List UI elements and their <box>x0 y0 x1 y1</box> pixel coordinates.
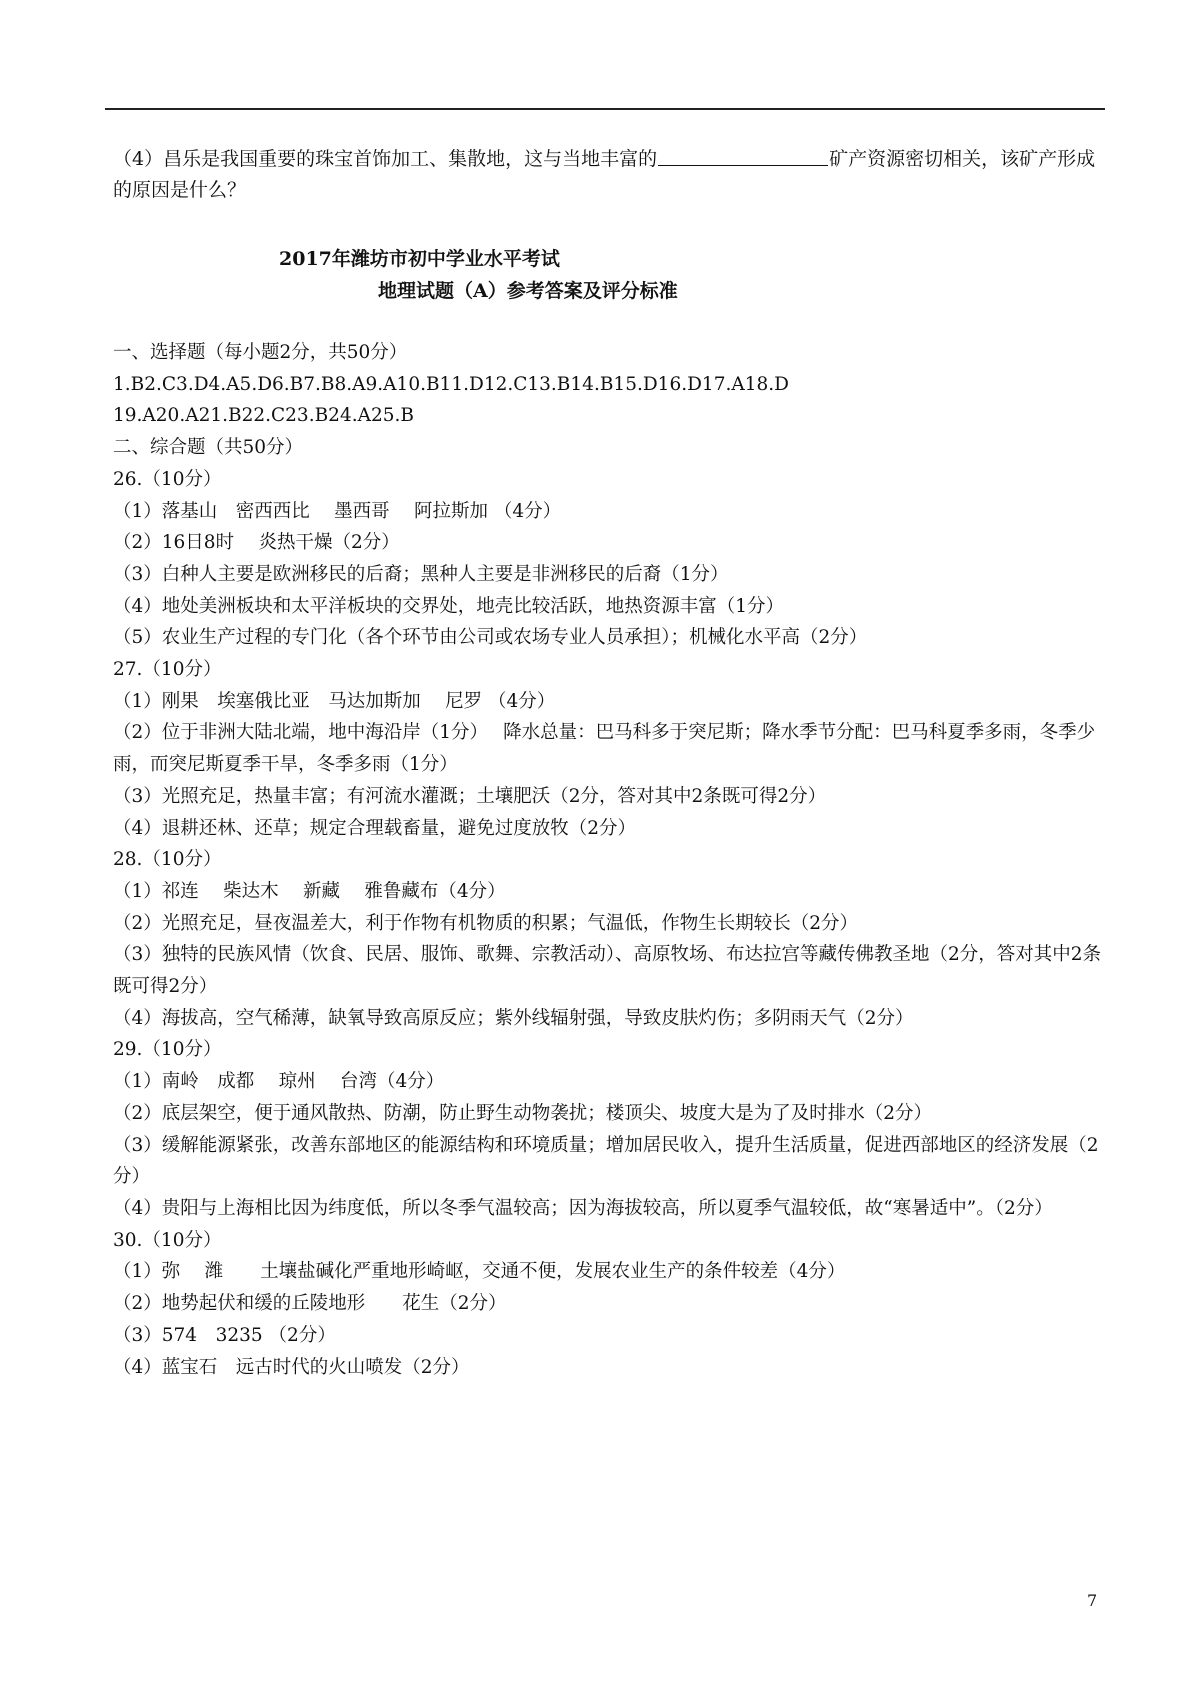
q30-answer-4: （4）蓝宝石 远古时代的火山喷发（2分） <box>113 1356 470 1378</box>
section-2-heading: 二、综合题（共50分） <box>113 437 304 459</box>
q28-heading: 28.（10分） <box>113 849 222 871</box>
q27-answer-4: （4）退耕还林、还草；规定合理载畜量，避免过度放牧（2分） <box>113 817 637 839</box>
section-1-heading: 一、选择题（每小题2分，共50分） <box>113 342 408 363</box>
q27-answer-3: （3）光照充足，热量丰富；有河流水灌溉；土壤肥沃（2分，答对其中2条既可得2分） <box>113 785 827 807</box>
q27-answer-2: （2）位于非洲大陆北端，地中海沿岸（1分） 降水总量：巴马科多于突尼斯；降水季节分配：巴马科夏季多雨，冬季少雨，而突尼斯夏季干旱，冬季多雨（1分） <box>113 722 1096 776</box>
page-number: 7 <box>1087 1591 1098 1610</box>
q28-answer-3: （3）独特的民族风情（饮食、民居、服饰、歌舞、宗教活动）、高原牧场、布达拉宫等藏传佛教圣地（2分，答对其中2条既可得2分） <box>113 944 1102 998</box>
q28-answer-4: （4）海拔高，空气稀薄，缺氧导致高原反应；紫外线辐射强，导致皮肤灼伤；多阴雨天气（2分） <box>113 1007 914 1029</box>
q29-answer-3: （3）缓解能源紧张，改善东部地区的能源结构和环境质量；增加居民收入，提升生活质量，促进西部地区的经济发展（2分） <box>113 1134 1099 1188</box>
q28-answer-1: （1）祁连 柴达木 新藏 雅鲁藏布（4分） <box>113 880 506 902</box>
header-rule <box>105 108 1105 110</box>
q29-answer-2: （2）底层架空，便于通风散热、防潮，防止野生动物袭扰；楼顶尖、坡度大是为了及时排水（2分） <box>113 1102 933 1124</box>
question-4 <box>113 144 1105 206</box>
answer-blank <box>658 147 828 166</box>
q28-answer-2: （2）光照充足，昼夜温差大，利于作物有机物质的积累；气温低，作物生长期较长（2分） <box>113 912 859 934</box>
mc-answers-1: 1.B2.C3.D4.A5.D6.B7.B8.A9.A10.B11.D12.C13.B14.B15.D16.D17.A18.D <box>113 373 789 395</box>
q27-heading: 27.（10分） <box>113 659 222 681</box>
q26-answer-4: （4）地处美洲板块和太平洋板块的交界处，地壳比较活跃，地热资源丰富（1分） <box>113 595 785 617</box>
question-4-text-before: （4）昌乐是我国重要的珠宝首饰加工、集散地，这与当地丰富的 <box>113 148 658 170</box>
q26-answer-3: （3）白种人主要是欧洲移民的后裔；黑种人主要是非洲移民的后裔（1分） <box>113 563 729 585</box>
q29-heading: 29.（10分） <box>113 1039 222 1061</box>
q30-answer-3: （3）574 3235 （2分） <box>113 1324 336 1346</box>
q26-heading: 26.（10分） <box>113 468 222 490</box>
q30-answer-2: （2）地势起伏和缓的丘陵地形 花生（2分） <box>113 1293 507 1315</box>
mc-answers-2: 19.A20.A21.B22.C23.B24.A25.B <box>113 405 414 427</box>
question-4-text-after: 矿产资源密切相关，该矿产形成的原因是什么？ <box>113 148 1096 201</box>
answer-key-title: 地理试题（A）参考答案及评分标准 <box>378 280 678 302</box>
q29-answer-4: （4）贵阳与上海相比因为纬度低，所以冬季气温较高；因为海拔较高，所以夏季气温较低，故“寒暑适中”。（2分） <box>113 1197 1053 1219</box>
q26-answer-2: （2）16日8时 炎热干燥（2分） <box>113 532 400 554</box>
answer-key <box>113 337 1105 1383</box>
q29-answer-1: （1）南岭 成都 琼州 台湾（4分） <box>113 1071 445 1093</box>
q26-answer-5: （5）农业生产过程的专门化（各个环节由公司或农场专业人员承担）；机械化水平高（2分） <box>113 627 868 649</box>
q26-answer-1: （1）落基山 密西西比 墨西哥 阿拉斯加 （4分） <box>113 500 562 522</box>
q27-answer-1: （1）刚果 埃塞俄比亚 马达加斯加 尼罗 （4分） <box>113 690 556 712</box>
q30-heading: 30.（10分） <box>113 1229 222 1251</box>
exam-title: 2017年潍坊市初中学业水平考试 <box>279 248 560 270</box>
q30-answer-1: （1）弥 潍 土壤盐碱化严重地形崎岖，交通不便，发展农业生产的条件较差（4分） <box>113 1261 846 1283</box>
